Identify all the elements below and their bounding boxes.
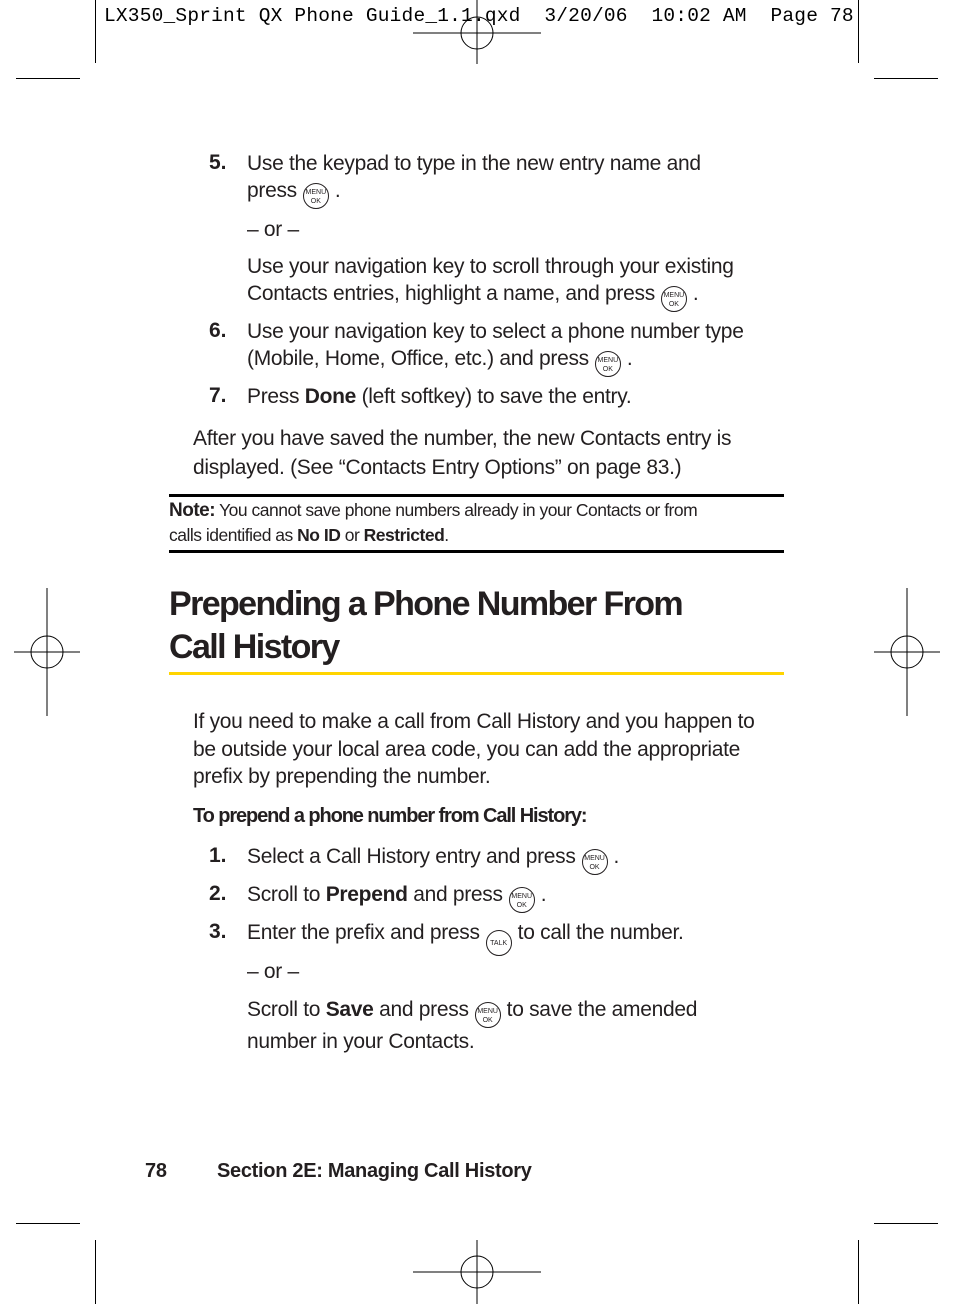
step-text: Use the keypad to type in the new entry name and press MENU OK . [247, 150, 701, 209]
step-text: Press Done (left softkey) to save the entry. [247, 385, 632, 408]
step-number: 1. [209, 844, 227, 867]
registration-mark-right [874, 588, 940, 716]
intro-paragraph: If you need to make a call from Call History and you happen to be outside your local area code, you can add the appropriate prefix by prepending the number. [193, 710, 755, 788]
slug-line: LX350_Sprint QX Phone Guide_1.1.qxd 3/20/06 10:02 AM Page 78 [104, 5, 854, 27]
step-text: Use your navigation key to select a phone number type (Mobile, Home, Office, etc.) and press MENU OK . [247, 318, 744, 377]
step-number: 3. [209, 920, 227, 943]
registration-mark-bottom [413, 1240, 541, 1304]
section-heading: Prepending a Phone Number From Call History [169, 585, 683, 666]
note-top-rule [169, 494, 784, 497]
step-number: 7. [209, 384, 227, 407]
registration-mark-top [413, 0, 541, 64]
step-alt-text: Use your navigation key to scroll through your existing Contacts entries, highlight a name, and press MENU OK . [247, 253, 734, 312]
menu-ok-key-icon: MENU OK [661, 286, 687, 312]
step-number: 5. [209, 151, 227, 174]
registration-mark-left [14, 588, 80, 716]
menu-ok-key-icon: MENU OK [582, 849, 608, 875]
section-footer: Section 2E: Managing Call History [217, 1160, 532, 1182]
step-text: Scroll to Prepend and press MENU OK . [247, 881, 546, 913]
menu-ok-key-icon: MENU OK [509, 887, 535, 913]
note-text: Note: You cannot save phone numbers already in your Contacts or from calls identified as No ID or Restricted. [169, 500, 698, 545]
page-number: 78 [145, 1160, 167, 1182]
step-alt-text: Scroll to Save and press MENU OK to save the amended number in your Contacts. [247, 998, 698, 1053]
or-separator: – or – [247, 960, 299, 983]
step-number: 6. [209, 319, 227, 342]
step-text: Select a Call History entry and press MENU OK . [247, 843, 619, 875]
step-text: Enter the prefix and press TALK to call the number. [247, 919, 684, 956]
note-bottom-rule [169, 550, 784, 553]
or-separator: – or – [247, 218, 299, 241]
talk-key-icon: TALK [486, 930, 512, 956]
step-number: 2. [209, 882, 227, 905]
menu-ok-key-icon: MENU OK [595, 351, 621, 377]
after-paragraph: After you have saved the number, the new Contacts entry is displayed. (See “Contacts Entry Options” on page 83.) [193, 427, 732, 479]
menu-ok-key-icon: MENU OK [303, 183, 329, 209]
heading-rule [169, 672, 784, 675]
menu-ok-key-icon: MENU OK [475, 1002, 501, 1028]
procedure-title: To prepend a phone number from Call History: [193, 805, 587, 827]
